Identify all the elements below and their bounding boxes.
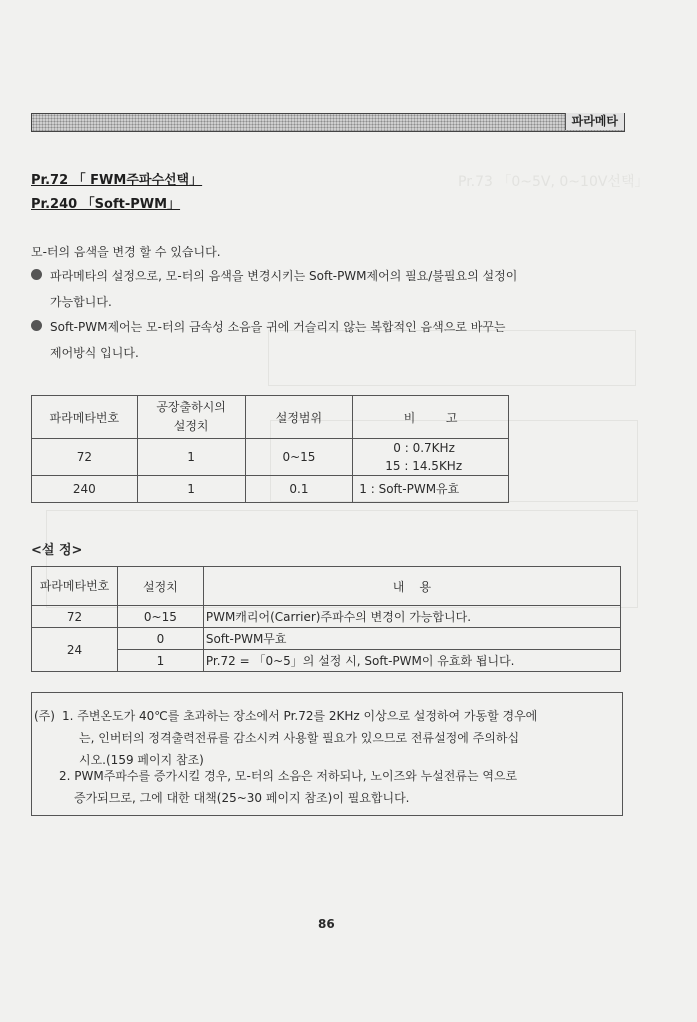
cell-content: Pr.72 = 「0~5」의 설정 시, Soft-PWM이 유효화 됩니다. xyxy=(203,650,620,672)
document-page: Pr.73 「0~5V, 0~10V선택」 파라메타 Pr.72 「 FWM주파수선택」 Pr.240 「Soft-PWM」 모-터의 음색을 변경 할 수 있습니다. 파라메타의 설정으로, 모-터의 음색을 변경시키는 Soft-PWM제어의 필요/불필요의 설정이 가능합니다. Soft-PWM제어는 모-터의 금속성 소음을 귀에 거슬리지 않는 복합적인 음색으로 바꾸는 제어방식 입니다. 파라메타번호 공장출하시의 설정치 설정범위 비 고 72 1 0~15 0 : 0.7KHz 15 : 14.5KHz 240 1 0.1 1 : Soft-PWM유효 <설 정> 파라메타번호 설정치 내 용 72 0~15 PWM캐리어(Carrier)주파수의 변경이 가능합니다. 24 0 Soft-PWM무효 1 Pr.72 = 「0~5」의 설정 시, Soft-PWM이 유효화 됩니다. (주) 1. 주변온도가 40℃를 초과하는 장소에서 Pr.72를 2KHz 이상으로 설정하여 가동할 경우에 는, 인버터의 정격출력전류를 감소시켜 사용할 필요가 있으므로 전류설정에 주의하십 시오.(159 페이지 참조) 2. PWM주파수를 증가시킬 경우, 모-터의 소음은 저하되나, 노이즈와 누설전류는 역으로 증가되므로, 그에 대한 대책(25~30 페이지 참조)이 필요합니다. 86 xyxy=(31,114,649,931)
remark-line: 15 : 14.5KHz xyxy=(385,459,463,473)
header-factory-setting: 공장출하시의 설정치 xyxy=(137,396,245,439)
note-1-line-1: 1. 주변온도가 40℃를 초과하는 장소에서 Pr.72를 2KHz 이상으로 설정하여 가동할 경우에 xyxy=(62,709,538,723)
table-row xyxy=(32,650,621,672)
notes-box xyxy=(31,692,623,816)
setting-table xyxy=(31,566,621,672)
bullet-dot-icon xyxy=(31,320,42,331)
page-number: 86 xyxy=(318,917,335,931)
header-remarks: 비 고 xyxy=(353,396,509,439)
remark-line: 1 : Soft-PWM유효 xyxy=(359,482,460,496)
section-header-label: 파라메타 xyxy=(565,113,624,130)
cell-remarks xyxy=(353,439,509,476)
cell-content: Soft-PWM무효 xyxy=(203,628,620,650)
header-setting-range: 설정범위 xyxy=(245,396,353,439)
bullet-dot-icon xyxy=(31,269,42,280)
bullet-1-line-2: 가능합니다. xyxy=(50,295,112,309)
section-header-bar xyxy=(31,113,625,132)
table-row xyxy=(32,476,509,503)
note-2-line-2: 증가되므로, 그에 대한 대책(25~30 페이지 참조)이 필요합니다. xyxy=(74,791,410,805)
cell-content: PWM캐리어(Carrier)주파수의 변경이 가능합니다. xyxy=(203,606,620,628)
note-1-line-3: 시오.(159 페이지 참조) xyxy=(79,753,204,767)
title-pr240: Pr.240 「Soft-PWM」 xyxy=(31,197,181,212)
table-header-row xyxy=(32,396,509,439)
cell-setting-value: 0~15 xyxy=(117,606,203,628)
cell-remarks xyxy=(353,476,509,503)
header-param-number: 파라메타번호 xyxy=(32,396,138,439)
cell-param-number: 240 xyxy=(32,476,138,503)
cell-param-number: 72 xyxy=(32,606,118,628)
title-pr72: Pr.72 「 FWM주파수선택」 xyxy=(31,173,203,188)
cell-setting-value: 1 xyxy=(117,650,203,672)
bullet-2-line-2: 제어방식 입니다. xyxy=(50,346,139,360)
header-param-number: 파라메타번호 xyxy=(32,567,118,606)
header-setting-value: 설정치 xyxy=(117,567,203,606)
note-2-line-1: 2. PWM주파수를 증가시킬 경우, 모-터의 소음은 저하되나, 노이즈와 누설전류는 역으로 xyxy=(59,769,518,783)
bullet-1-line-1: 파라메타의 설정으로, 모-터의 음색을 변경시키는 Soft-PWM제어의 필요/불필요의 설정이 xyxy=(50,269,518,283)
parameter-table xyxy=(31,395,509,503)
table-header-row xyxy=(32,567,621,606)
bullet-2-line-1: Soft-PWM제어는 모-터의 금속성 소음을 귀에 거슬리지 않는 복합적인 음색으로 바꾸는 xyxy=(50,320,506,334)
cell-factory-setting: 1 xyxy=(137,439,245,476)
note-1-line-2: 는, 인버터의 정격출력전류를 감소시켜 사용할 필요가 있으므로 전류설정에 주의하십 xyxy=(79,731,520,745)
cell-setting-range: 0~15 xyxy=(245,439,353,476)
table-row xyxy=(32,439,509,476)
notes-prefix: (주) xyxy=(34,709,55,723)
table-row xyxy=(32,628,621,650)
intro-text: 모-터의 음색을 변경 할 수 있습니다. xyxy=(31,245,221,259)
cell-factory-setting: 1 xyxy=(137,476,245,503)
cell-setting-range: 0.1 xyxy=(245,476,353,503)
remark-line: 0 : 0.7KHz xyxy=(393,441,455,455)
table-row xyxy=(32,606,621,628)
header-content: 내 용 xyxy=(203,567,620,606)
cell-setting-value: 0 xyxy=(117,628,203,650)
setting-section-title: <설 정> xyxy=(31,543,83,558)
cell-param-number: 24 xyxy=(32,628,118,672)
cell-param-number: 72 xyxy=(32,439,138,476)
